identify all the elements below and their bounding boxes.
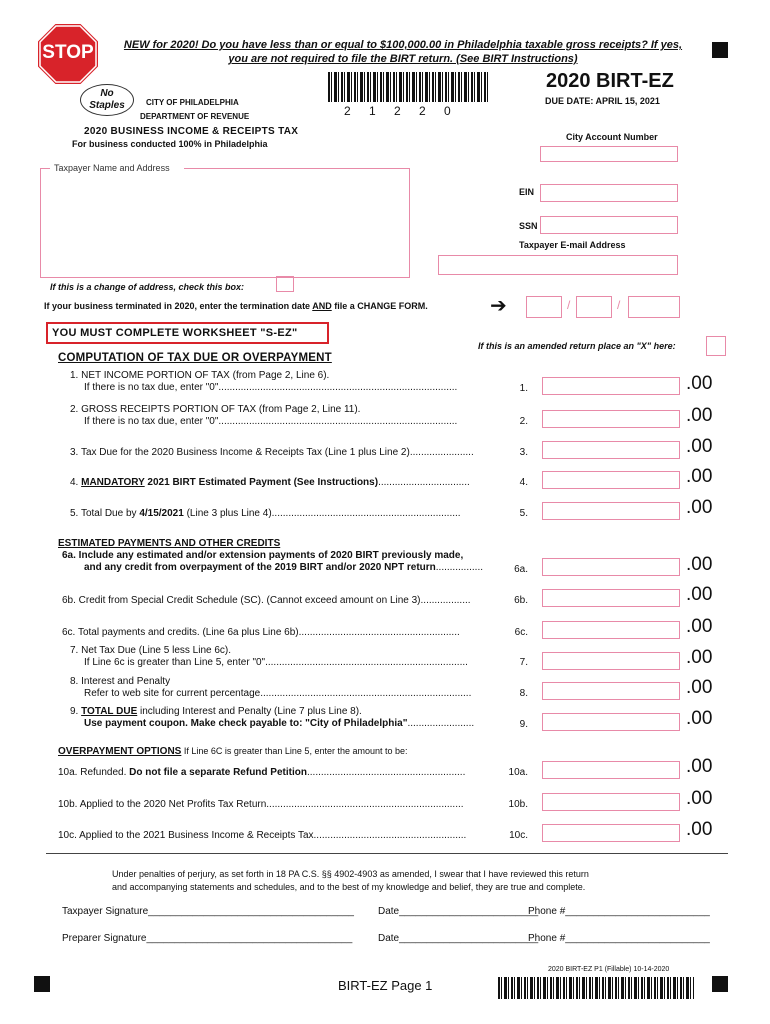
ssn-label: SSN [519,221,538,231]
line6a-number: 6a. [514,564,528,575]
overpayment-heading-row [58,746,408,757]
line6a-text-1: 6a. Include any estimated and/or extension payments of 2020 BIRT previously made, [62,550,464,561]
no-staples-line-2: Staples [89,100,125,111]
line5-amount-field[interactable] [542,502,680,520]
termination-text-and: AND [312,301,332,311]
section-divider [46,853,728,854]
line7-text [70,645,484,669]
amended-label: If this is an amended return place an "X" here: [478,341,676,351]
notice-line-2: you are not required to file the BIRT return. (See BIRT Instructions) [228,53,578,65]
line2-cents: .00 [686,405,713,426]
line6a-cents: .00 [686,554,713,575]
city-account-label: City Account Number [566,132,658,142]
form-version-id: 2020 BIRT-EZ P1 (Fillable) 10-14-2020 [548,966,670,973]
line6c-cents: .00 [686,616,713,637]
registration-mark-bottom-left [34,976,50,992]
preparer-signature-line[interactable]: Preparer Signature_____________________________________ [62,933,353,944]
stop-sign-icon [36,22,100,86]
email-label: Taxpayer E-mail Address [519,240,626,250]
address-change-label: If this is a change of address, check this box: [50,282,245,292]
line2-text-b: If there is no tax due, enter "0"...................................................................................... [84,416,458,427]
line1-text [70,370,484,394]
line9-number: 9. [519,719,528,730]
date-slash-1: / [567,298,571,312]
line10c-number: 10c. [509,830,528,841]
no-staples-line-1: No [100,88,114,99]
worksheet-notice: YOU MUST COMPLETE WORKSHEET "S-EZ" [46,322,329,344]
line1-amount-field[interactable] [542,377,680,395]
termination-instructions [44,301,428,311]
line8-text-b: Refer to web site for current percentage............................................................................ [84,688,472,699]
termination-year-field[interactable] [628,296,680,318]
preparer-phone-line[interactable]: Phone #__________________________ [528,933,710,944]
line10a-cents: .00 [686,756,713,777]
line3-number: 3. [519,447,528,458]
line4-cents: .00 [686,466,713,487]
perjury-line-1: Under penalties of perjury, as set forth in 18 PA C.S. §§ 4902-4903 as amended, I swear that I have reviewed this return [112,869,589,879]
line7-text-b: If Line 6c is greater than Line 5, enter "0"......................................................................... [84,657,468,668]
no-staples-badge [80,84,134,116]
line6a-text [62,550,483,574]
preparer-date-line[interactable]: Date_________________________ [378,933,539,944]
line5-pre: 5. Total Due by [70,508,140,519]
line5-text [70,508,484,520]
overpayment-instructions: If Line 6C is greater than Line 5, enter the amount to be: [181,746,408,756]
line8-cents: .00 [686,677,713,698]
line9-text-b [70,718,474,730]
line8-text [70,676,484,700]
ssn-field[interactable] [540,216,678,234]
termination-day-field[interactable] [576,296,612,318]
line5-number: 5. [519,508,528,519]
line10c-amount-field[interactable] [542,824,680,842]
taxpayer-date-line[interactable]: Date_________________________ [378,906,539,917]
line9-total-due: TOTAL DUE [81,706,138,717]
line1-text-b: If there is no tax due, enter "0"...................................................................................... [84,382,458,393]
taxpayer-signature-line[interactable]: Taxpayer Signature_____________________________________ [62,906,354,917]
footer-barcode [498,977,694,999]
line6a-dots: ................. [435,562,483,573]
line7-text-a: 7. Net Tax Due (Line 5 less Line 6c). [70,645,232,656]
line10a-dots: ......................................................... [306,767,466,778]
tax-subtitle: For business conducted 100% in Philadelphia [72,139,268,149]
line5-cents: .00 [686,497,713,518]
taxpayer-phone-line[interactable]: Phone #__________________________ [528,906,710,917]
line10a-bold: Do not file a separate Refund Petition [129,767,307,778]
name-box-top-left [40,168,50,169]
line6b-amount-field[interactable] [542,589,680,607]
line2-number: 2. [519,416,528,427]
line8-number: 8. [519,688,528,699]
notice-line-1: NEW for 2020! Do you have less than or equal to $100,000.00 in Philadelphia taxable gross receipts? If yes, [123,39,683,51]
line4-amount-field[interactable] [542,471,680,489]
line6c-text: 6c. Total payments and credits. (Line 6a plus Line 6b).......................................................... [62,627,460,638]
line9-post: including Interest and Penalty (Line 7 plus Line 8). [137,706,362,717]
line1-cents: .00 [686,373,713,394]
line9-amount-field[interactable] [542,713,680,731]
name-box-top-right [184,168,410,169]
line2-amount-field[interactable] [542,410,680,428]
termination-month-field[interactable] [526,296,562,318]
line7-amount-field[interactable] [542,652,680,670]
form-barcode [328,72,488,102]
line10b-number: 10b. [508,799,528,810]
line6b-cents: .00 [686,584,713,605]
line9-pre: 9. [70,706,82,717]
line9-payable: Use payment coupon. Make check payable to: "City of Philadelphia" [84,718,408,729]
line10b-cents: .00 [686,788,713,809]
perjury-statement [112,868,589,894]
line6c-number: 6c. [514,627,528,638]
registration-mark-bottom-right [712,976,728,992]
line4-post: 2021 BIRT Estimated Payment (See Instructions) [144,477,379,488]
line6a-text-2 [62,562,483,574]
tax-name: 2020 BUSINESS INCOME & RECEIPTS TAX [84,126,299,137]
computation-heading: COMPUTATION OF TAX DUE OR OVERPAYMENT [58,352,332,364]
address-change-checkbox[interactable] [276,276,294,292]
page-label: BIRT-EZ Page 1 [338,978,433,993]
line9-text-a [70,706,474,718]
line10c-text: 10c. Applied to the 2021 Business Income & Receipts Tax....................................................... [58,830,467,841]
city-account-field[interactable] [540,146,678,162]
line3-text: 3. Tax Due for the 2020 Business Income & Receipts Tax (Line 1 plus Line 2)....................... [70,447,474,458]
barcode-digits: 2 1 2 2 0 [344,104,452,118]
line10a-text [58,767,482,779]
line10b-text: 10b. Applied to the 2020 Net Profits Tax Return....................................................................... [58,799,464,810]
line4-dots: ................................. [378,477,470,488]
line5-date: 4/15/2021 [139,508,184,519]
due-date: DUE DATE: APRIL 15, 2021 [545,96,660,106]
line6c-amount-field[interactable] [542,621,680,639]
line7-number: 7. [519,657,528,668]
line6a-amount-field[interactable] [542,558,680,576]
line1-number: 1. [519,383,528,394]
line1-text-a: 1. NET INCOME PORTION OF TAX (from Page 2, Line 6). [70,370,330,381]
registration-mark-top-right [712,42,728,58]
amended-checkbox[interactable] [706,336,726,356]
line3-cents: .00 [686,436,713,457]
line6b-text: 6b. Credit from Special Credit Schedule (SC). (Cannot exceed amount on Line 3).................. [62,595,471,606]
dept-city: CITY OF PHILADELPHIA [146,98,239,107]
arrow-right-icon: ➔ [490,295,507,317]
termination-text-post: file a CHANGE FORM. [331,301,428,311]
taxpayer-name-address-field[interactable] [40,168,410,278]
line9-dots: ........................ [407,718,475,729]
line2-text [70,404,484,428]
ein-label: EIN [519,187,535,197]
termination-text-pre: If your business terminated in 2020, enter the termination date [44,301,313,311]
line5-post: (Line 3 plus Line 4).................................................................... [183,508,461,519]
date-slash-2: / [617,298,621,312]
line10c-cents: .00 [686,819,713,840]
credits-heading: ESTIMATED PAYMENTS AND OTHER CREDITS [58,538,281,549]
dept-revenue: DEPARTMENT OF REVENUE [140,112,250,121]
line10a-amount-field[interactable] [542,761,680,779]
line9-text [70,706,474,730]
line7-cents: .00 [686,647,713,668]
line10a-pre: 10a. Refunded. [58,767,130,778]
form-title: 2020 BIRT-EZ [546,70,674,92]
line6a-text-2-main: and any credit from overpayment of the 2019 BIRT and/or 2020 NPT return [84,562,436,573]
line9-cents: .00 [686,708,713,729]
line4-pre: 4. [70,477,82,488]
line4-number: 4. [519,477,528,488]
overpayment-heading: OVERPAYMENT OPTIONS [58,746,182,757]
stop-label: STOP [42,42,94,63]
taxpayer-name-address-label: Taxpayer Name and Address [54,163,170,173]
line4-mandatory: MANDATORY [81,477,145,488]
email-field[interactable] [438,255,678,275]
line10b-amount-field[interactable] [542,793,680,811]
line2-text-a: 2. GROSS RECEIPTS PORTION OF TAX (from Page 2, Line 11). [70,404,361,415]
line8-amount-field[interactable] [542,682,680,700]
line10a-number: 10a. [508,767,528,778]
line4-text [70,477,484,489]
ein-field[interactable] [540,184,678,202]
line8-text-a: 8. Interest and Penalty [70,676,171,687]
line6b-number: 6b. [514,595,528,606]
perjury-line-2: and accompanying statements and schedules, and to the best of my knowledge and belief, they are true and complete. [112,882,586,892]
line3-amount-field[interactable] [542,441,680,459]
